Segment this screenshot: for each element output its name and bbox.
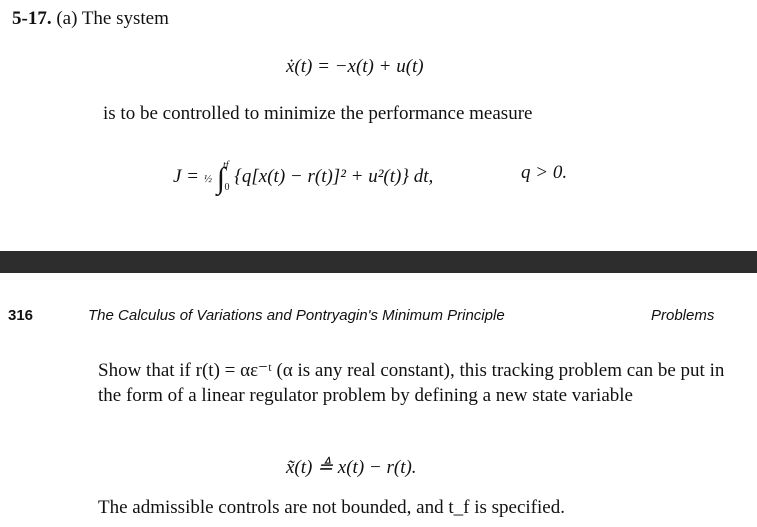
running-title: The Calculus of Variations and Pontryagin's Minimum Principle — [88, 307, 505, 324]
paragraph-tracking-problem: Show that if r(t) = αε⁻ᵗ (α is any real constant), this tracking problem can be put in the form of a linear regulator problem by defining a new state variable — [98, 360, 725, 406]
state-equation: ẋ(t) = −x(t) + u(t) — [286, 56, 424, 77]
problem-part: (a) The system — [56, 8, 169, 29]
problem-heading — [12, 8, 169, 30]
performance-measure-equation — [173, 162, 433, 196]
running-section: Problems — [651, 307, 715, 324]
page-number: 316 — [8, 307, 34, 324]
performance-half: ½ — [203, 173, 213, 185]
paragraph-performance-intro: is to be controlled to minimize the performance measure — [103, 103, 533, 124]
integral-lower-limit: 0 — [224, 182, 230, 193]
problem-number: 5-17. — [12, 8, 52, 29]
paragraph-admissible-controls: The admissible controls are not bounded, and t_f is specified. — [98, 497, 565, 518]
page-separator — [0, 251, 757, 273]
performance-condition: q > 0. — [521, 162, 568, 183]
new-state-equation: x̃(t) ≜ x(t) − r(t). — [286, 457, 417, 478]
performance-integrand: {q[x(t) − r(t)]² + u²(t)} dt, — [234, 166, 434, 187]
integral-upper-limit: tf — [222, 160, 229, 171]
integral-sign: ∫ — [216, 162, 225, 195]
performance-prefix: J = — [173, 166, 204, 187]
